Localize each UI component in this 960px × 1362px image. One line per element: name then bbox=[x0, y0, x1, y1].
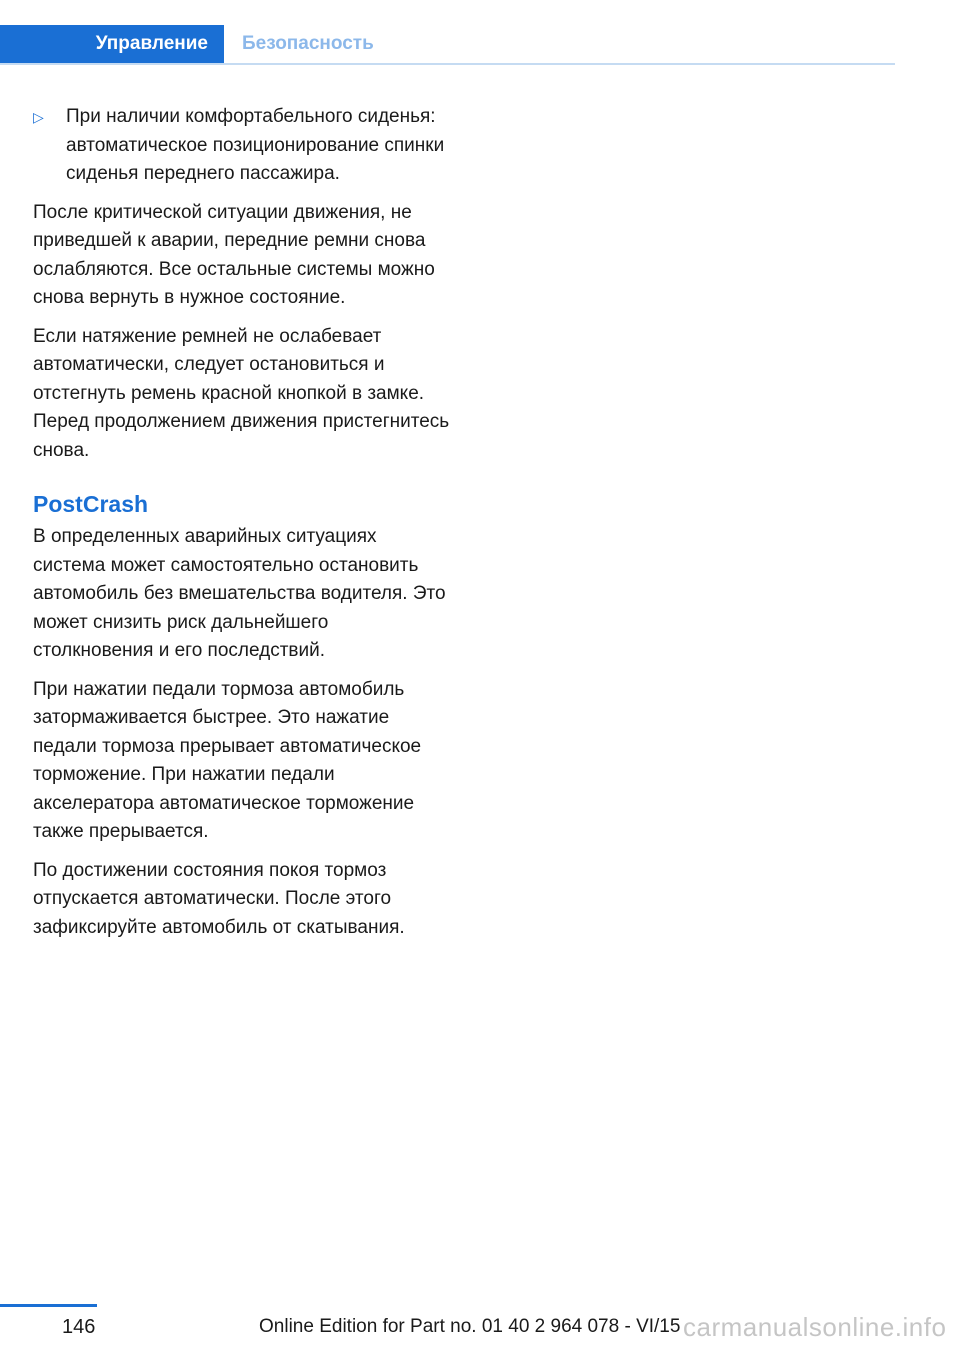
bullet-text: При наличии комфортабельного сиденья: автоматическое позиционирование спинки сиденья переднего пассажира. bbox=[66, 106, 445, 184]
paragraph: При нажатии педали тормоза автомобиль затормаживается быстрее. Это нажатие педали тормоза прерывает автоматическое торможение. При нажатии педали акселератора автоматическое торможение также прерывается. bbox=[33, 678, 422, 842]
footer-divider bbox=[0, 1304, 97, 1307]
paragraph: В определенных аварийных ситуациях система может самостоятельно остановить автомобиль без вмешательства водителя. Это может снизить риск дальнейшего столкновения и его последствий. bbox=[33, 526, 446, 661]
paragraph: После критической ситуации движения, не приведшей к аварии, передние ремни снова ослабляются. Все остальные системы можно снова вернуть в нужное состояние. bbox=[33, 201, 435, 308]
paragraph: По достижении состояния покоя тормоз отпускается автоматически. После этого зафиксируйте автомобиль от скатывания. bbox=[33, 859, 405, 938]
list-item bbox=[33, 103, 453, 189]
tab-control[interactable]: Управление bbox=[0, 25, 224, 63]
page-header bbox=[0, 25, 895, 65]
section-title: PostCrash bbox=[33, 491, 149, 517]
watermark: carmanualsonline.info bbox=[683, 1312, 947, 1342]
paragraph: Если натяжение ремней не ослабевает автоматически, следует остановиться и отстегнуть ремень красной кнопкой в замке. Перед продолжением движения пристегнитесь снова. bbox=[33, 325, 450, 461]
page-number: 146 bbox=[62, 1316, 96, 1338]
edition-text: Online Edition for Part no. 01 40 2 964 078 - VI/15 bbox=[259, 1316, 681, 1337]
tab-safety[interactable]: Безопасность bbox=[242, 33, 374, 54]
triangle-bullet-icon: ▷ bbox=[33, 109, 44, 125]
main-content bbox=[33, 103, 453, 952]
